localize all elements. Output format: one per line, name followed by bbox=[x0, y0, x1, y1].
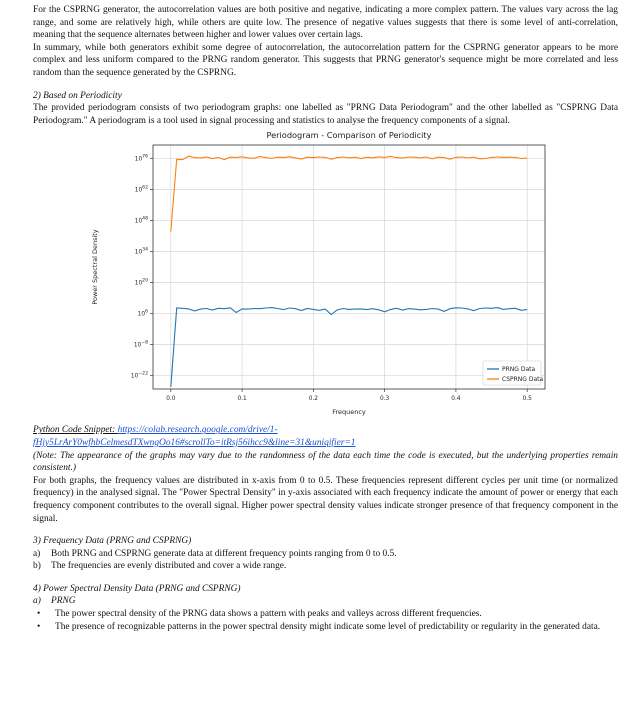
y-tick-label: $10^{-8}$ bbox=[133, 340, 148, 349]
section-heading-frequency-data: 3) Frequency Data (PRNG and CSPRNG) bbox=[33, 536, 192, 547]
chart-title: Periodogram - Comparison of Periodicity bbox=[266, 130, 432, 141]
list-marker: b) bbox=[33, 561, 41, 572]
bullet-text: The presence of recognizable patterns in the power spectral density might indicate some level of predictability or regularity in the generated data. bbox=[55, 621, 601, 632]
list-item-text: Both PRNG and CSPRNG generate data at different frequency points ranging from 0 to 0.5. bbox=[51, 548, 397, 559]
x-tick-label: 0.4 bbox=[451, 396, 461, 403]
paragraph-csprng-autocorrelation: For the CSPRNG generator, the autocorrelation values are both positive and negative, indicating a more complex pattern. The values vary across the lag range, and some are relatively high, while others are quite low. The presence of negative values suggests that there is some level of anti-correlation, meaning that the sequence alternates between higher and lower values over certain lags. bbox=[33, 5, 618, 41]
note-paragraph: (Note: The appearance of the graphs may vary due to the randomness of the data each time the code is executed, but the underlying properties remain consistent.) bbox=[33, 450, 618, 474]
y-tick-label: $10^{48}$ bbox=[134, 216, 148, 225]
bullet-icon: • bbox=[37, 621, 41, 632]
list-marker: a) bbox=[33, 548, 41, 559]
x-axis-label: Frequency bbox=[332, 408, 366, 417]
x-tick-label: 0.5 bbox=[522, 396, 532, 403]
x-tick-label: 0.2 bbox=[308, 396, 318, 403]
bullet-text: The power spectral density of the PRNG data shows a pattern with peaks and valleys across different frequencies. bbox=[55, 609, 482, 620]
y-tick-label: $10^6$ bbox=[137, 309, 148, 318]
x-tick-label: 0.1 bbox=[237, 396, 247, 403]
list-item bbox=[33, 548, 618, 561]
list-marker: a) bbox=[33, 596, 41, 607]
y-axis-label: Power Spectral Density bbox=[91, 229, 99, 306]
list-item-text: PRNG bbox=[51, 596, 76, 607]
paragraph-summary: In summary, while both generators exhibit some degree of autocorrelation, the autocorrelation pattern for the CSPRNG generator appears to be more complex and less uniform compared to the PRNG random generator. This suggests that PRNG generator's sequence might be more correlated and less random than the sequence generated by the CSPRNG. bbox=[33, 42, 618, 78]
plot-frame bbox=[153, 145, 545, 389]
list-item-text: The frequencies are evenly distributed and cover a wide range. bbox=[51, 561, 287, 572]
x-tick-label: 0.0 bbox=[166, 396, 176, 403]
y-tick-label: $10^{62}$ bbox=[134, 185, 148, 194]
code-snippet-link[interactable]: https://colab.research.google.com/drive/1- bbox=[117, 425, 278, 436]
code-snippet-link-continued[interactable]: fHjy5LrArY0wfhbCelmesdTXwngOo16#scrollTo=itRsj56ihcc9&line=31&uniqifier=1 bbox=[33, 437, 356, 448]
list-item bbox=[33, 595, 618, 608]
bullet-item bbox=[33, 608, 618, 621]
paragraph-periodogram-intro: The provided periodogram consists of two periodogram graphs: one labelled as "PRNG Data Periodogram" and the other labelled as "CSPRNG Data Periodogram." A periodogram is a tool used in signal processing and statistics to analyse the frequency components of a signal. bbox=[33, 103, 618, 126]
bullet-item bbox=[33, 621, 618, 634]
document-page bbox=[33, 4, 618, 633]
list-item bbox=[33, 560, 618, 573]
code-snippet-paragraph bbox=[33, 424, 618, 449]
paragraph-axes-explanation: For both graphs, the frequency values are distributed in x-axis from 0 to 0.5. These frequencies represent different cycles per unit time (or normalized frequency) in the analysed signal. The "Power Spectral Density" in y-axis associated with each frequency indicate the amount of power or energy that each frequency component contributes to the overall signal. Higher power spectral density values indicate stronger presence of that frequency component in the signal. bbox=[33, 475, 618, 524]
x-tick-label: 0.3 bbox=[380, 396, 390, 403]
y-tick-label: $10^{76}$ bbox=[134, 154, 148, 163]
legend-label: CSPRNG Data bbox=[502, 376, 544, 384]
periodogram-figure bbox=[77, 127, 565, 422]
code-snippet-label: Python Code Snippet: bbox=[33, 425, 118, 436]
y-tick-label: $10^{20}$ bbox=[134, 278, 148, 287]
bullet-icon: • bbox=[37, 609, 41, 620]
y-tick-label: $10^{34}$ bbox=[134, 247, 148, 256]
series-line-prng bbox=[171, 308, 527, 387]
section-heading-periodicity: 2) Based on Periodicity bbox=[33, 90, 122, 101]
legend-label: PRNG Data bbox=[502, 366, 536, 374]
section-heading-psd-data: 4) Power Spectral Density Data (PRNG and CSPRNG) bbox=[33, 583, 241, 594]
periodogram-chart bbox=[77, 127, 565, 422]
y-tick-label: $10^{-22}$ bbox=[130, 372, 148, 381]
